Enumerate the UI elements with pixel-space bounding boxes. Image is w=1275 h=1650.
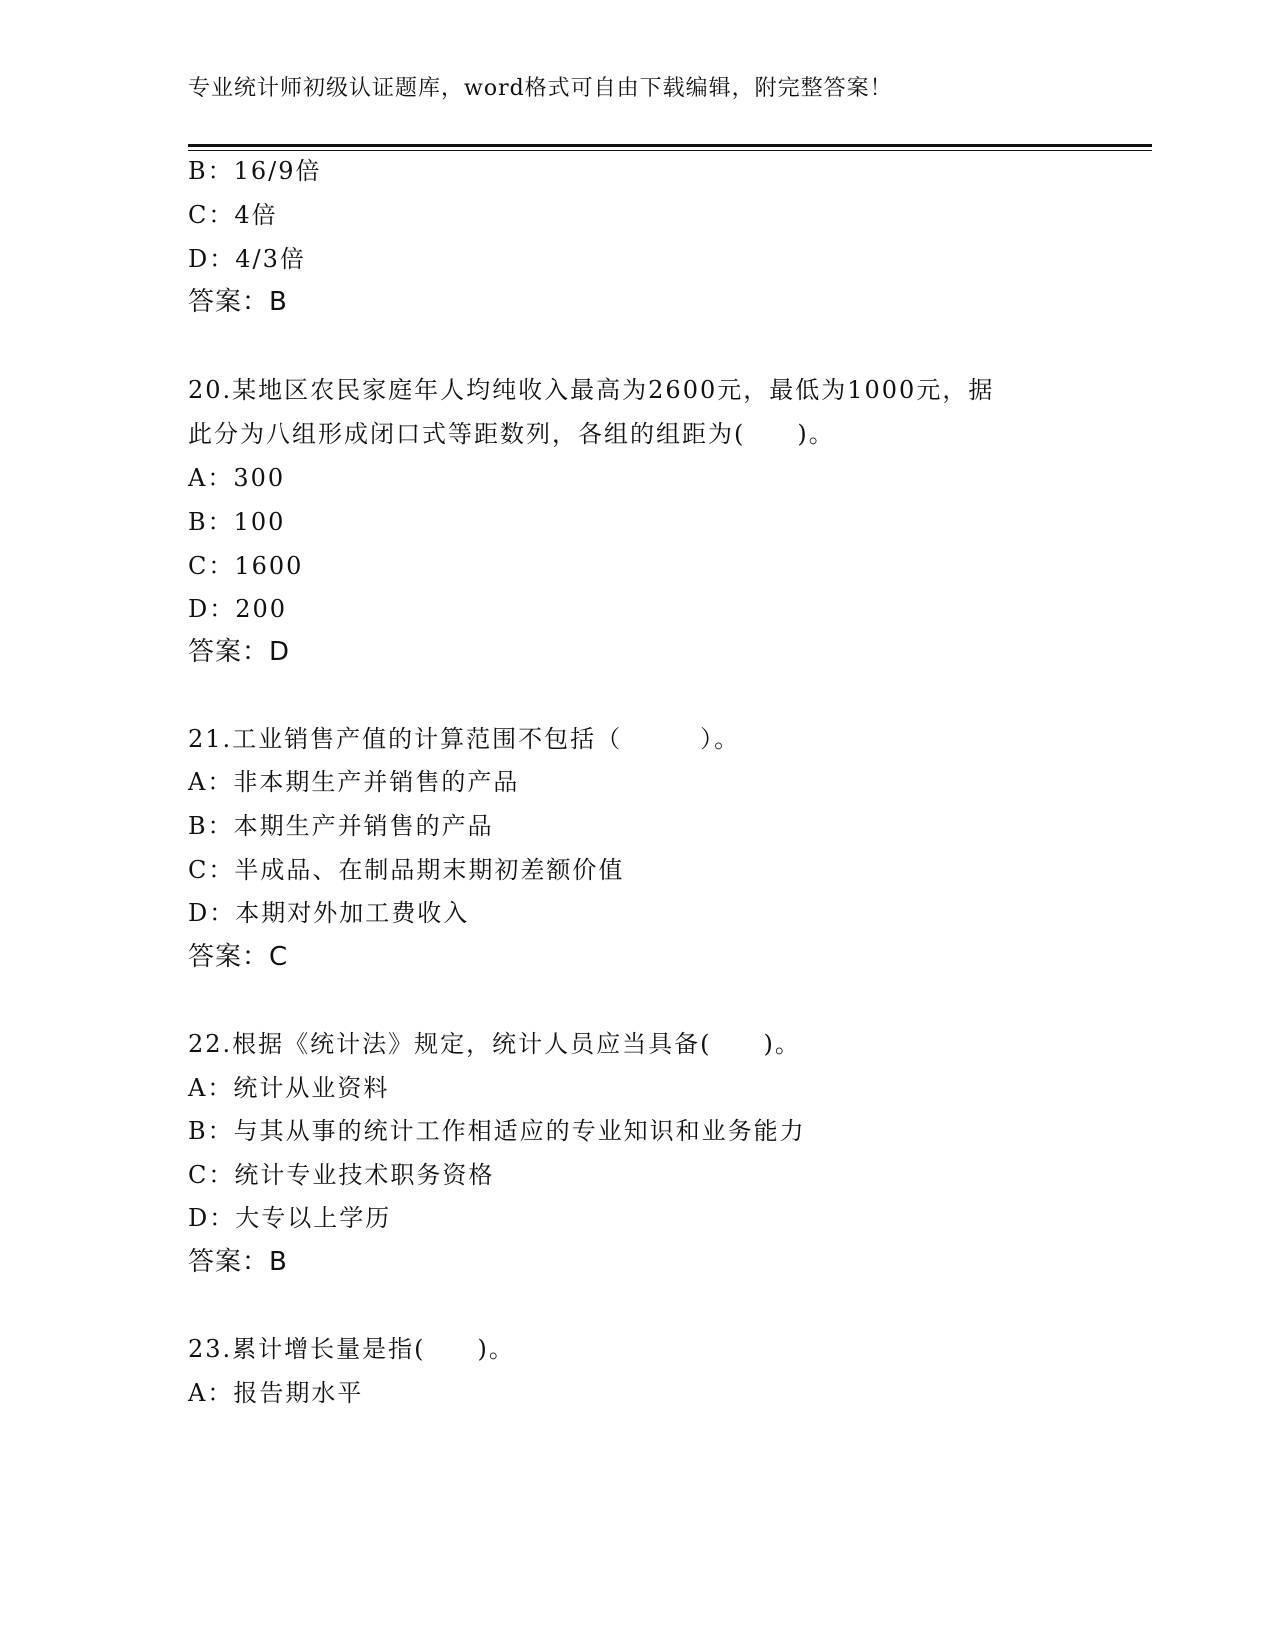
question-23-line-1: 23.累计增长量是指( )。	[188, 1335, 515, 1363]
option-a: A：300	[188, 464, 286, 492]
option-c: C：统计专业技术职务资格	[188, 1161, 495, 1189]
page-header: 专业统计师初级认证题库，word格式可自由下载编辑，附完整答案！	[188, 76, 893, 101]
option-b: B：16/9倍	[188, 157, 322, 185]
option-a: A：统计从业资料	[188, 1074, 390, 1102]
question-21-line-1: 21.工业销售产值的计算范围不包括（ ）。	[188, 725, 741, 753]
option-d: D：本期对外加工费收入	[188, 899, 470, 927]
option-d: D：200	[188, 595, 288, 623]
option-c: C：1600	[188, 552, 304, 580]
option-d: D：4/3倍	[188, 245, 306, 273]
option-c: C：4倍	[188, 201, 278, 229]
question-20-line-2: 此分为八组形成闭口式等距数列，各组的组距为( )。	[188, 420, 835, 448]
option-c: C：半成品、在制品期末期初差额价值	[188, 856, 625, 884]
option-a: A：非本期生产并销售的产品	[188, 768, 520, 796]
answer: 答案：B	[188, 287, 288, 317]
answer: 答案：B	[188, 1247, 288, 1277]
option-b: B：100	[188, 508, 286, 536]
header-rule-thick	[188, 144, 1152, 147]
question-20-line-1: 20.某地区农民家庭年人均纯收入最高为2600元，最低为1000元，据	[188, 376, 995, 404]
question-22-line-1: 22.根据《统计法》规定，统计人员应当具备( )。	[188, 1030, 801, 1058]
option-b: B：本期生产并销售的产品	[188, 812, 494, 840]
answer: 答案：D	[188, 637, 291, 667]
answer: 答案：C	[188, 942, 289, 972]
option-b: B：与其从事的统计工作相适应的专业知识和业务能力	[188, 1117, 806, 1145]
header-rule-thin	[188, 150, 1152, 151]
option-a: A：报告期水平	[188, 1379, 364, 1407]
option-d: D：大专以上学历	[188, 1204, 392, 1232]
